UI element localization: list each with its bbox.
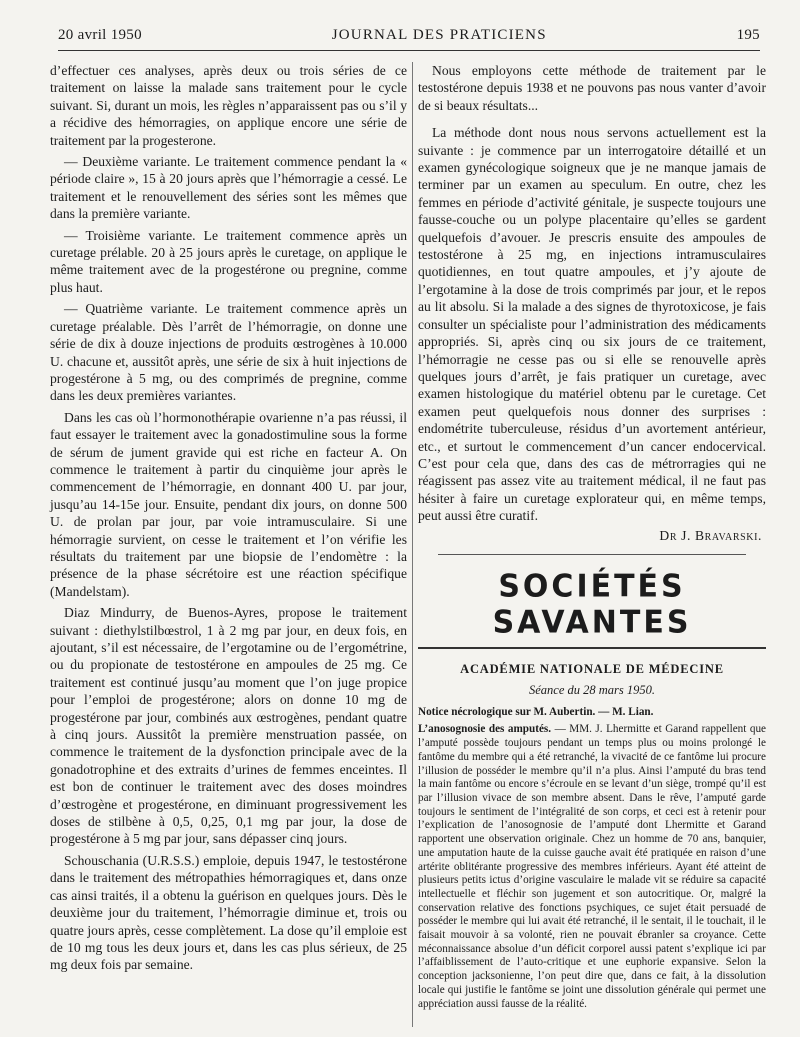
header-rule <box>58 50 760 51</box>
paragraph: La méthode dont nous nous servons actuellement est la suivante : je commence par un interrogatoire détaillé et un examen gynécologique soigneux que je ne manque jamais de terminer par un examen au speculum. En outre, chez les femmes en période d’activité génitale, je suspecte toujours une fausse-couche ou un polype placentaire qu’elles se gardent quelquefois d’avouer. Je prescris ensuite des ampoules de testostérone à 25 mg, en injections intramusculaires quotidiennes, en tout quatre ampoules, et j’y ajoute de l’ergotamine à la dose de trois comprimés par jour, et le repos au lit absolu. Si la malade a des signes de thyrotoxicose, je fais consulter un spécialiste pour l’administration des médicaments appropriés. Si, après cinq ou six jours de ce traitement, l’hémorragie ne cesse pas ou si elle se renouvelle après quelques jours d’arrêt, je fais pratiquer un curetage, avec examen histologique du matériel obtenu par le curetage. Cet examen peut quelquefois nous donner des surprises : endométrite tuberculeuse, résidus d’un avortement antérieur, etc., et surtout le commencement d’un cancer endocervical. C’est pour cela que, dans des cas de métrorragies qui ne réagissent pas assez vite au traitement médical, il ne faut pas hésiter à faire un curetage explorateur qui, en même temps, peut aussi être curatif. <box>418 125 766 524</box>
section-title: SOCIÉTÉS SAVANTES <box>492 568 692 641</box>
session-date: Séance du 28 mars 1950. <box>528 683 656 698</box>
author-signature: Dr J. Bravarski. <box>659 527 762 543</box>
paragraph: — Deuxième variante. Le traitement commence pendant la « période claire », 15 à 20 jours après que l’hémorragie a cessé. Le traitement et le renouvellement des séries sont les mêmes que dans la première variante. <box>50 154 407 222</box>
page-header <box>58 22 760 48</box>
paragraph: Diaz Mindurry, de Buenos-Ayres, propose le traitement suivant : diethylstilbœstrol, 1 à 2 mg par jour, en deux fois, en ajoutant, s’il est nécessaire, de l’ergotamine ou de l’ergométrine, ou du propionate de testostérone en ampoules de 25 mg. Ce traitement est continué jusqu’au moment que l’on juge propice pour l’emploi de progestérone; alors on donne 10 mg de progestérone par jour, combinés aux œstrogènes, pendant quatre à cinq jours. Aussitôt la première menstruation passée, on commence le traitement de la dysfonction principale avec de la gonadotrophine et des extraits d’urines de femmes enceintes. Il est bon de continuer le traitement avec des doses moindres d’œstrogène et progestérone, en diminuant progressivement les doses de stilbène à 0,5, 0,25, 0,1 mg par jour, la dose de progestérone à 5 mg par jour, sans dépasser cinq jours. <box>50 605 407 847</box>
article-summary <box>418 723 766 1011</box>
paragraph: d’effectuer ces analyses, après deux ou trois séries de ce traitement on laisse la malade sans traitement pour le cycle suivant. Si, durant un mois, les règles n’apparaissent pas ou s’il y a récidive des hémorragies, on applique encore une série de traitement par la progesterone. <box>50 63 407 148</box>
paragraph: — Troisième variante. Le traitement commence après un curetage prélable. 20 à 25 jours après le curetage, on applique le même traitement avec de la progestérone ou pregnine, comme plus haut. <box>50 227 407 295</box>
article-body: — MM. J. Lhermitte et Garand rappellent que l’amputé possède toujours pendant un temps plus ou moins prolongé le fantôme du membre qui a été retranché, la vivacité de ce fantôme lui procure l’illusion de posséder le membre qu’il n’a plus. Ainsi l’amputé du bras tend la main fantôme ou encore s’écroule en se levant d’un siège, trompé qu’il est par l’illusion vivace de son membre absent. Dans le rêve, l’amputé garde toujours le sentiment de l’intégralité de son corps, et ceci est à retenir pour l’explication de l’anosognosie de l’amputé dont Lhermitte et Garand rapportent une observation originale. Chez un homme de 70 ans, banquier, une amputation haute de la cuisse gauche avait été pratiquée en raison d’une artérite oblitérante progressive des membres inférieurs. Ayant été atteint de plusieurs petits ictus d’origine vasculaire le malade vit se réduire sa capacité intellectuelle et fléchir son jugement et son autocritique. Or, malgré la conservation relative des fonctions psychiques, ce sujet était persuadé de posséder le membre qui lui avait été retranché, il le sentait, il le touchait, il le faisait mouvoir à sa volonté, rien ne pouvait ébranler sa croyance. Cette méconnaissance absolue d’un déficit corporel aussi patent s’explique ici par l’affaiblissement de l’auto-critique et une euphorie expansive. Selon la conception jacksonienne, l’on peut dire que, dans ce fait, à la dissolution locale qui justifie le fantôme se joint une dissolution générale qui permet une appréciation aussi fausse de la réalité. <box>418 723 767 1010</box>
column-divider <box>412 62 413 1027</box>
left-column <box>50 62 407 974</box>
article-title: L’anosognosie des amputés. <box>418 723 552 736</box>
issue-date: 20 avril 1950 <box>58 26 142 43</box>
paragraph: Dans les cas où l’hormonothérapie ovarienne n’a pas réussi, il faut essayer le traitement avec la gonadostimuline sous la forme de sérum de jument gravide qui est riche en facteur A. On commence le traitement à partir du cinquième jour après le commencement de l’hémorragie, en donnant 400 U. par jour, jusqu’au 14-15e jour. Ensuite, pendant dix jours, on donne 500 U. de prolan par jour, par voie intramusculaire. Si une hémorragie survient, on cesse le traitement et l’on vérifie les résultats du traitement par une biopsie de l’endomètre : la présence de la phase sécrétoire est une réaction spécifique (Mandelstam). <box>50 409 407 599</box>
right-column <box>418 62 766 1011</box>
page-number: 195 <box>736 26 760 43</box>
academy-heading: ACADÉMIE NATIONALE DE MÉDECINE <box>460 661 724 676</box>
paragraph: Schouschania (U.R.S.S.) emploie, depuis 1947, le testostérone dans le traitement des métropathies hémorragiques et, dans onze cas ainsi traités, il a obtenu la guérison en quelques jours. Dès le deuxième jour du traitement, l’hémorragie diminue et, trois ou quatre jours après, cesse complètement. La dose qu’il emploie est de 10 mg tous les deux jours et, dans les cas plus sérieux, de 25 mg deux fois par semaine. <box>50 852 407 973</box>
journal-title: JOURNAL DES PRATICIENS <box>331 26 547 43</box>
obituary-notice: Notice nécrologique sur M. Aubertin. — M. Lian. <box>418 705 654 718</box>
section-rule <box>438 554 746 555</box>
paragraph: — Quatrième variante. Le traitement commence après un curetage préalable. Dès l’arrêt de l’hémorragie, on donne une série de dix à douze injections de produits œstrogènes à 10.000 U. chacune et, aussitôt après, une série de six à huit injections de progestérone à 5 mg, ou des comprimés de pregnine, comme dans les deux premières variantes. <box>50 301 407 404</box>
section-rule <box>418 647 766 649</box>
paragraph: Nous employons cette méthode de traitement par le testostérone depuis 1938 et ne pouvons pas nous vanter d’avoir de si beaux résultats... <box>418 63 766 113</box>
